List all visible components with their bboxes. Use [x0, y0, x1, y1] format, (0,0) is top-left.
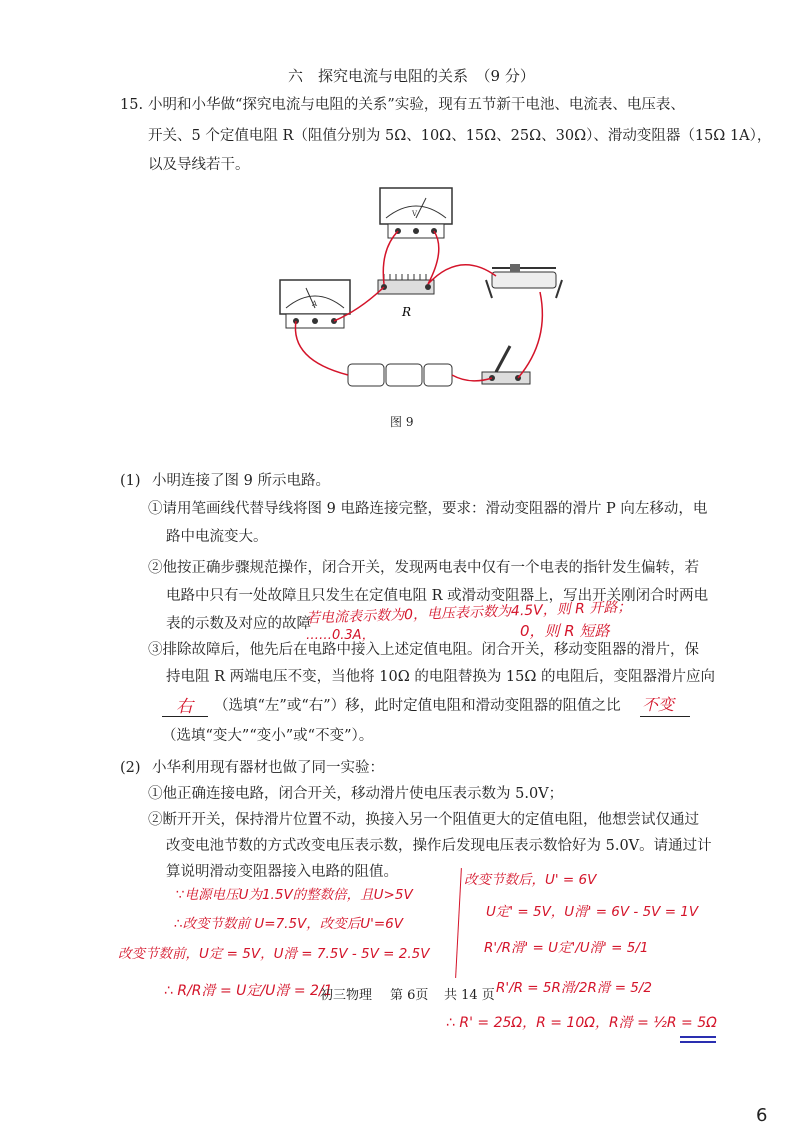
hw-fault-2a: ……0.3A，	[306, 628, 375, 643]
footer-page: 第 6页	[390, 988, 429, 1003]
part2-s2-line3: 算说明滑动变阻器接入电路的阻值。	[166, 864, 398, 880]
hw-right-3: R'/R滑' = U定'/U滑' = 5/1	[484, 940, 649, 956]
hw-left-1: ∵电源电压U为1.5V的整数倍，且U>5V	[176, 887, 413, 903]
hw-right-5: ∴ R' = 25Ω，R = 10Ω，R滑 = ½R = 5Ω	[446, 1015, 717, 1031]
figure-caption: 图 9	[390, 415, 414, 429]
part2-label: (2)	[120, 760, 141, 776]
resistor-icon	[378, 274, 434, 294]
hw-fault-2b: 0，则 R 短路	[520, 622, 610, 640]
section-title: 六 探究电流与电阻的关系 （9 分）	[288, 67, 535, 85]
hw-right-1: 改变节数后，U' = 6V	[464, 872, 597, 888]
part2-s2-line2: 改变电池节数的方式改变电压表示数，操作后发现电压表示数恰好为 5.0V。请通过计	[166, 838, 712, 854]
hw-answer-direction: 右	[176, 697, 193, 717]
answer-underline-2	[680, 1041, 716, 1043]
part1-q1-line1: ①请用笔画线代替导线将图 9 电路连接完整，要求：滑动变阻器的滑片 P 向左移动，电	[148, 501, 708, 517]
part2-s2-line1: ②断开开关，保持滑片位置不动，换接入另一个阻值更大的定值电阻，他想尝试仅通过	[148, 812, 699, 828]
question-line-1: 小明和小华做“探究电流与电阻的关系”实验，现有五节新干电池、电流表、电压表、	[148, 97, 685, 113]
hw-left-3: 改变节数前，U定 = 5V，U滑 = 7.5V - 5V = 2.5V	[118, 946, 430, 962]
answer-underline	[680, 1036, 716, 1038]
footer-course: 初三物理	[320, 988, 373, 1003]
hw-answer-ratio: 不变	[642, 695, 675, 714]
part1-q3-line3: （选填“左”或“右”）移，此时定值电阻和滑动变阻器的阻值之比	[214, 698, 621, 714]
part1-label: (1)	[120, 473, 141, 489]
part2-intro: 小华利用现有器材也做了同一实验：	[152, 760, 384, 776]
hw-left-4: ∴ R/R滑 = U定/U滑 = 2/1	[164, 983, 333, 999]
hw-left-2: ∴改变节数前 U=7.5V，改变后U'=6V	[174, 916, 404, 932]
question-line-2: 开关、5 个定值电阻 R（阻值分别为 5Ω、10Ω、15Ω、25Ω、30Ω）、滑动变阻器（15Ω 1A），	[148, 128, 772, 144]
part1-q1-line2: 路中电流变大。	[166, 529, 268, 545]
part1-q2-line1: ②他按正确步骤规范操作，闭合开关，发现两电表中仅有一个电表的指针发生偏转，若	[148, 560, 699, 576]
part1-q3-line1: ③排除故障后，他先后在电路中接入上述定值电阻。闭合开关，移动变阻器的滑片，保	[148, 642, 699, 658]
part1-q3-line2: 持电阻 R 两端电压不变，当他将 10Ω 的电阻替换为 15Ω 的电阻后，变阻器滑片应向	[166, 669, 716, 685]
part1-q2-line3: 表的示数及对应的故障	[166, 616, 311, 632]
question-number: 15.	[120, 97, 144, 113]
hw-divider	[455, 868, 462, 978]
hw-right-4: R'/R = 5R滑/2R滑 = 5/2	[496, 980, 653, 996]
svg-text:V: V	[412, 210, 418, 218]
corner-page-number: 6	[756, 1105, 768, 1126]
hw-fault-1: 若电流表示数为0，电压表示数为4.5V，则 R 开路；	[305, 599, 632, 627]
battery-icon	[348, 364, 452, 386]
question-line-3: 以及导线若干。	[148, 157, 250, 173]
svg-text:A: A	[312, 300, 318, 308]
blank-ratio	[640, 716, 690, 717]
footer-total: 共 14 页	[444, 988, 495, 1003]
rheostat-icon	[486, 264, 562, 298]
hw-right-2: U定' = 5V，U滑' = 6V - 5V = 1V	[486, 904, 699, 920]
part1-q2-line2: 电路中只有一处故障且只发生在定值电阻 R 或滑动变阻器上，写出开关刚闭合时两电	[166, 588, 709, 604]
voltmeter-icon	[380, 188, 452, 238]
part2-s1: ①他正确连接电路，闭合开关，移动滑片使电压表示数为 5.0V；	[148, 786, 564, 802]
part1-q3-line4: （选填“变大”“变小”或“不变”）。	[162, 728, 374, 744]
part1-intro: 小明连接了图 9 所示电路。	[152, 473, 330, 489]
circuit-figure	[260, 180, 570, 425]
resistor-label: R	[402, 305, 412, 319]
ammeter-icon	[280, 280, 350, 328]
